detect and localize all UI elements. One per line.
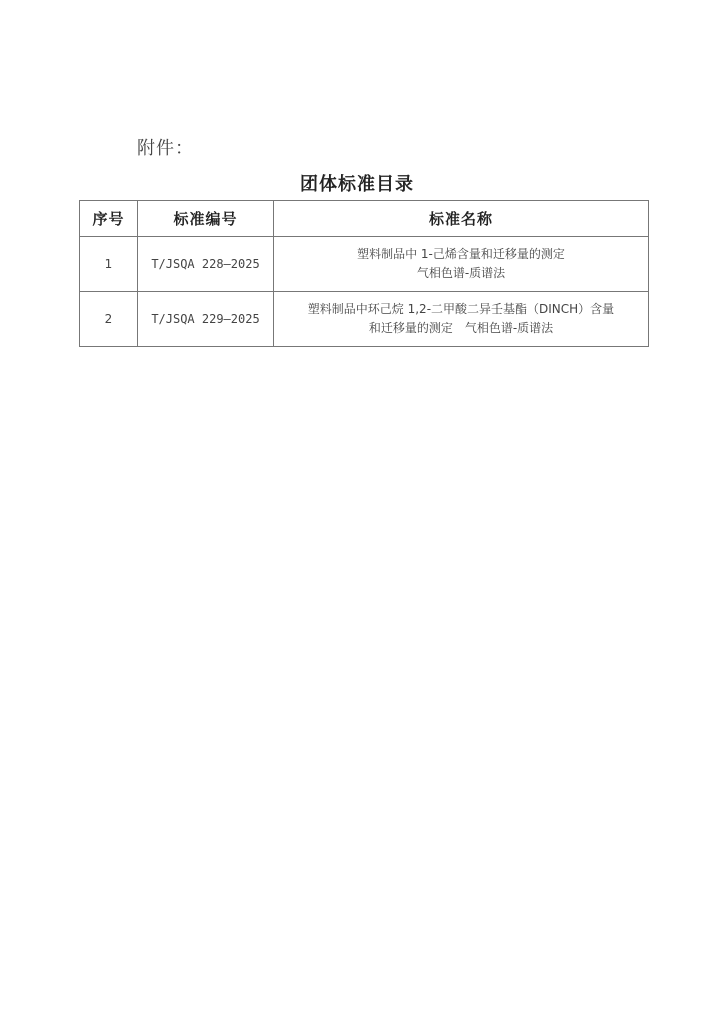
row-name-line: 气相色谱-质谱法 (416, 266, 506, 280)
row-seq: 1 (80, 237, 138, 292)
row-name (274, 237, 649, 292)
row-name-line: 塑料制品中环己烷 1,2-二甲酸二异壬基酯（DINCH）含量 (307, 302, 615, 316)
table-row (80, 292, 649, 347)
row-code: T/JSQA 228—2025 (138, 237, 274, 292)
header-name: 标准名称 (274, 201, 649, 237)
header-code: 标准编号 (138, 201, 274, 237)
table-header-row (80, 201, 649, 237)
row-seq: 2 (80, 292, 138, 347)
row-name (274, 292, 649, 347)
row-code: T/JSQA 229—2025 (138, 292, 274, 347)
header-seq: 序号 (80, 201, 138, 237)
row-name-line: 塑料制品中 1-己烯含量和迁移量的测定 (357, 247, 565, 261)
table-row (80, 237, 649, 292)
attachment-label: 附件： (137, 138, 194, 159)
standards-table (79, 200, 649, 347)
row-name-line: 和迁移量的测定 气相色谱-质谱法 (368, 321, 554, 335)
catalog-title: 团体标准目录 (300, 174, 414, 195)
